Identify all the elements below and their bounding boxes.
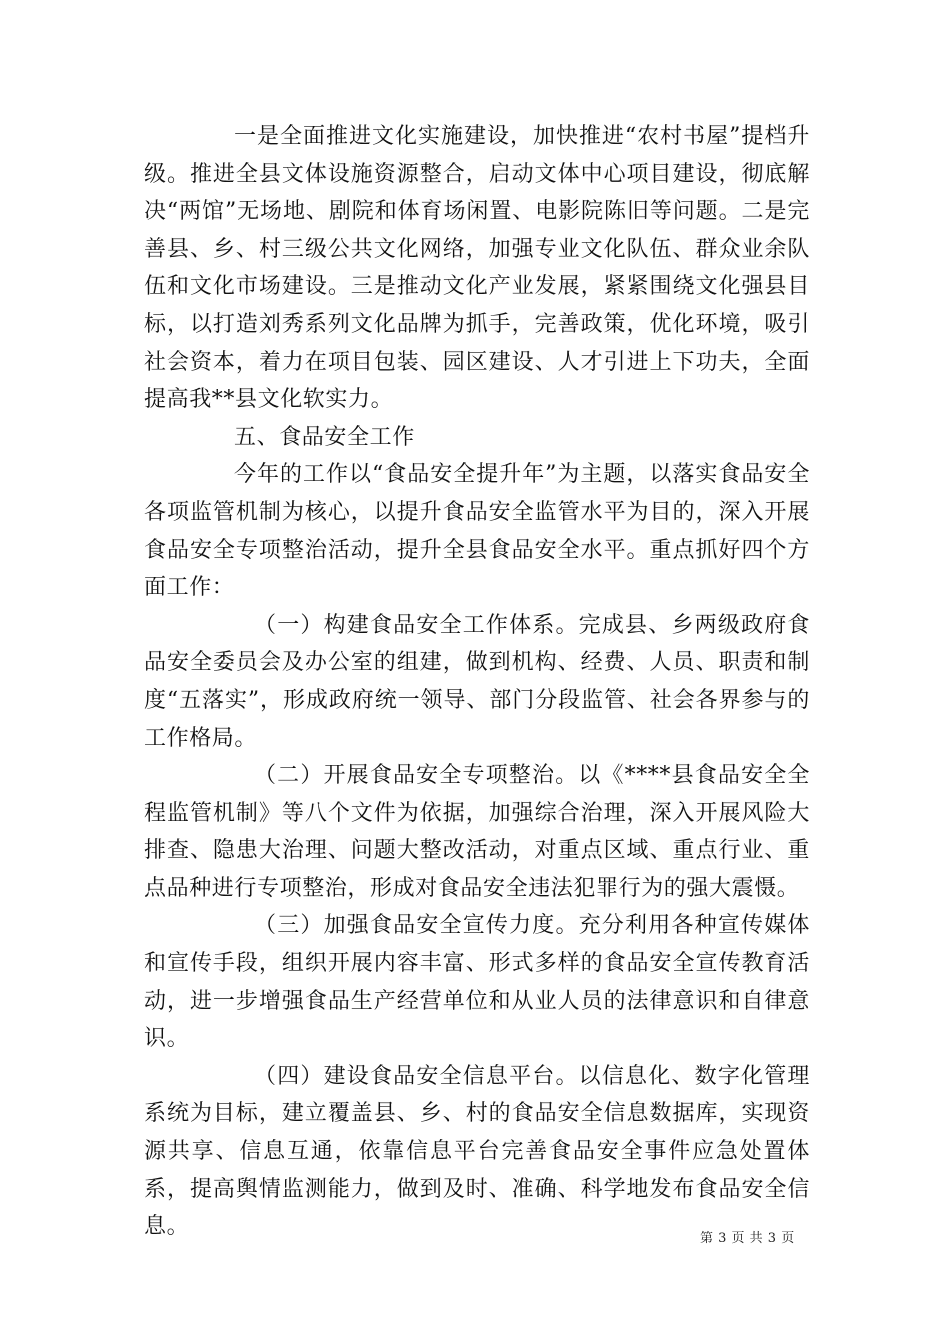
paragraph-item-2: （二）开展食品安全专项整治。以《****县食品安全全程监管机制》等八个文件为依据，加强综合治理，深入开展风险大排查、隐患大治理、问题大整改活动，对重点区域、重点行业、重点品种进行专项整治，形成对食品安全违法犯罪行为的强大震慑。 — [144, 763, 810, 901]
section-heading-food-safety: 五、食品安全工作 — [234, 424, 415, 450]
paragraph-item-1: （一）构建食品安全工作体系。完成县、乡两级政府食品安全委员会及办公室的组建，做到机构、经费、人员、职责和制度“五落实”，形成政府统一领导、部门分段监管、社会各界参与的工作格局。 — [144, 612, 810, 751]
paragraph-food-safety-intro: 今年的工作以“食品安全提升年”为主题，以落实食品安全各项监管机制为核心，以提升食品安全监管水平为目的，深入开展食品安全专项整治活动，提升全县食品安全水平。重点抓好四个方面工作： — [144, 462, 810, 601]
paragraph-culture: 一是全面推进文化实施建设，加快推进“农村书屋”提档升级。推进全县文体设施资源整合，启动文体中心项目建设，彻底解决“两馆”无场地、剧院和体育场闲置、电影院陈旧等问题。二是完善县、乡、村三级公共文化网络，加强专业文化队伍、群众业余队伍和文化市场建设。三是推动文化产业发展，紧紧围绕文化强县目标，以打造刘秀系列文化品牌为抓手，完善政策，优化环境，吸引社会资本，着力在项目包装、园区建设、人才引进上下功夫，全面提高我**县文化软实力。 — [144, 124, 810, 413]
page-number-footer: 第 3 页 共 3 页 — [700, 1231, 795, 1246]
document-body — [144, 118, 810, 1246]
paragraph-item-3: （三）加强食品安全宣传力度。充分利用各种宣传媒体和宣传手段，组织开展内容丰富、形式多样的食品安全宣传教育活动，进一步增强食品生产经营单位和从业人员的法律意识和自律意识。 — [144, 913, 810, 1052]
paragraph-item-4: （四）建设食品安全信息平台。以信息化、数字化管理系统为目标，建立覆盖县、乡、村的食品安全信息数据库，实现资源共享、信息互通，依靠信息平台完善食品安全事件应急处置体系，提高舆情监测能力，做到及时、准确、科学地发布食品安全信息。 — [144, 1063, 810, 1240]
